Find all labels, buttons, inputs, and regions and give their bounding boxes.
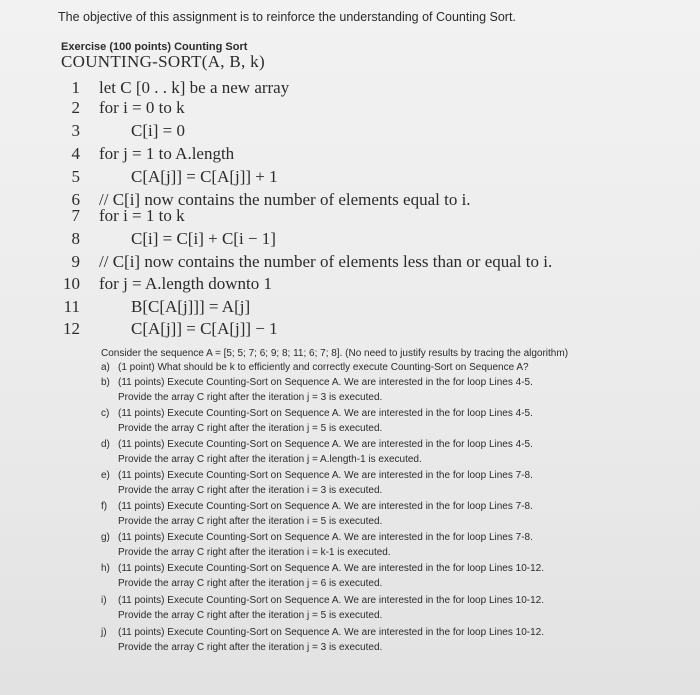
- question-label: g): [101, 532, 110, 543]
- question-text-line2: Provide the array C right after the iteration i = k-1 is executed.: [118, 546, 391, 558]
- question-item: [101, 562, 544, 591]
- question-text: (11 points) Execute Counting-Sort on Sequence A. We are interested in the for loop Lines 7-8.: [118, 532, 533, 543]
- line-code: for j = 1 to A.length: [99, 144, 235, 163]
- line-number: 3: [71, 121, 80, 140]
- question-item: [101, 407, 533, 436]
- sequence-intro: Consider the sequence A = [5; 5; 7; 6; 9; 8; 11; 6; 7; 8]. (No need to justify results by tracing the algorithm): [101, 348, 569, 359]
- question-text-line2: Provide the array C right after the iteration j = 3 is executed.: [118, 391, 383, 403]
- question-text-line2: Provide the array C right after the iteration i = 5 is executed.: [118, 515, 383, 527]
- question-label: c): [101, 408, 110, 419]
- question-text: (11 points) Execute Counting-Sort on Sequence A. We are interested in the for loop Lines 4-5.: [118, 377, 533, 388]
- question-text: (11 points) Execute Counting-Sort on Sequence A. We are interested in the for loop Lines 4-5.: [118, 439, 533, 450]
- question-item: [101, 500, 533, 529]
- objective-text: The objective of this assignment is to reinforce the understanding of Counting Sort.: [58, 10, 516, 24]
- question-text-line2: Provide the array C right after the iteration i = 3 is executed.: [118, 484, 383, 496]
- question-text: (11 points) Execute Counting-Sort on Sequence A. We are interested in the for loop Lines 10-12.: [118, 563, 545, 574]
- question-label: b): [101, 377, 110, 388]
- question-label: h): [101, 563, 110, 574]
- question-text-line2: Provide the array C right after the iteration j = A.length-1 is executed.: [118, 453, 422, 465]
- line-number: 7: [71, 206, 80, 225]
- question-text: (11 points) Execute Counting-Sort on Sequence A. We are interested in the for loop Lines 7-8.: [118, 470, 533, 481]
- question-text: (11 points) Execute Counting-Sort on Sequence A. We are interested in the for loop Lines 7-8.: [118, 501, 533, 512]
- line-code: for i = 1 to k: [99, 206, 185, 225]
- question-item: [101, 376, 533, 405]
- question-item: [101, 469, 533, 498]
- line-code: for i = 0 to k: [99, 98, 185, 117]
- line-number: 8: [71, 229, 80, 248]
- line-code: C[A[j]] = C[A[j]] + 1: [131, 167, 278, 186]
- line-code: C[A[j]] = C[A[j]] − 1: [131, 319, 278, 338]
- question-text: (1 point) What should be k to efficiently and correctly execute Counting-Sort on Sequence A?: [118, 362, 529, 373]
- line-code: B[C[A[j]]] = A[j]: [131, 297, 251, 316]
- exercise-title: Exercise (100 points) Counting Sort: [61, 41, 248, 53]
- line-number: 4: [71, 144, 80, 163]
- question-text-line2: Provide the array C right after the iteration j = 5 is executed.: [118, 422, 383, 434]
- question-item: [101, 361, 529, 376]
- question-item: [101, 531, 533, 560]
- line-number: 12: [63, 319, 80, 338]
- question-text: (11 points) Execute Counting-Sort on Sequence A. We are interested in the for loop Lines 4-5.: [118, 408, 533, 419]
- line-code: // C[i] now contains the number of elements equal to i.: [99, 190, 471, 209]
- algorithm-header: COUNTING-SORT(A, B, k): [61, 52, 265, 71]
- question-item: [101, 626, 544, 655]
- question-label: f): [101, 501, 108, 512]
- line-number: 2: [71, 98, 80, 117]
- line-number: 1: [71, 78, 80, 97]
- question-label: i): [101, 595, 107, 606]
- line-number: 5: [71, 167, 80, 186]
- line-number: 6: [71, 190, 80, 209]
- line-number: 9: [71, 252, 80, 271]
- question-label: d): [101, 439, 110, 450]
- question-text-line2: Provide the array C right after the iteration j = 5 is executed.: [118, 609, 383, 621]
- line-number: 11: [63, 297, 80, 316]
- question-text-line2: Provide the array C right after the iteration j = 6 is executed.: [118, 577, 383, 589]
- line-code: let C [0 . . k] be a new array: [99, 78, 290, 97]
- line-code: for j = A.length downto 1: [99, 274, 272, 293]
- question-label: e): [101, 470, 110, 481]
- line-code: C[i] = 0: [131, 121, 185, 140]
- line-number: 10: [63, 274, 80, 293]
- question-item: [101, 594, 544, 623]
- question-text-line2: Provide the array C right after the iteration j = 3 is executed.: [118, 641, 383, 653]
- question-item: [101, 438, 533, 467]
- question-text: (11 points) Execute Counting-Sort on Sequence A. We are interested in the for loop Lines 10-12.: [118, 627, 545, 638]
- question-label: j): [101, 627, 107, 638]
- question-text: (11 points) Execute Counting-Sort on Sequence A. We are interested in the for loop Lines 10-12.: [118, 595, 545, 606]
- line-code: // C[i] now contains the number of elements less than or equal to i.: [99, 252, 553, 271]
- line-code: C[i] = C[i] + C[i − 1]: [131, 229, 276, 248]
- question-label: a): [101, 362, 110, 373]
